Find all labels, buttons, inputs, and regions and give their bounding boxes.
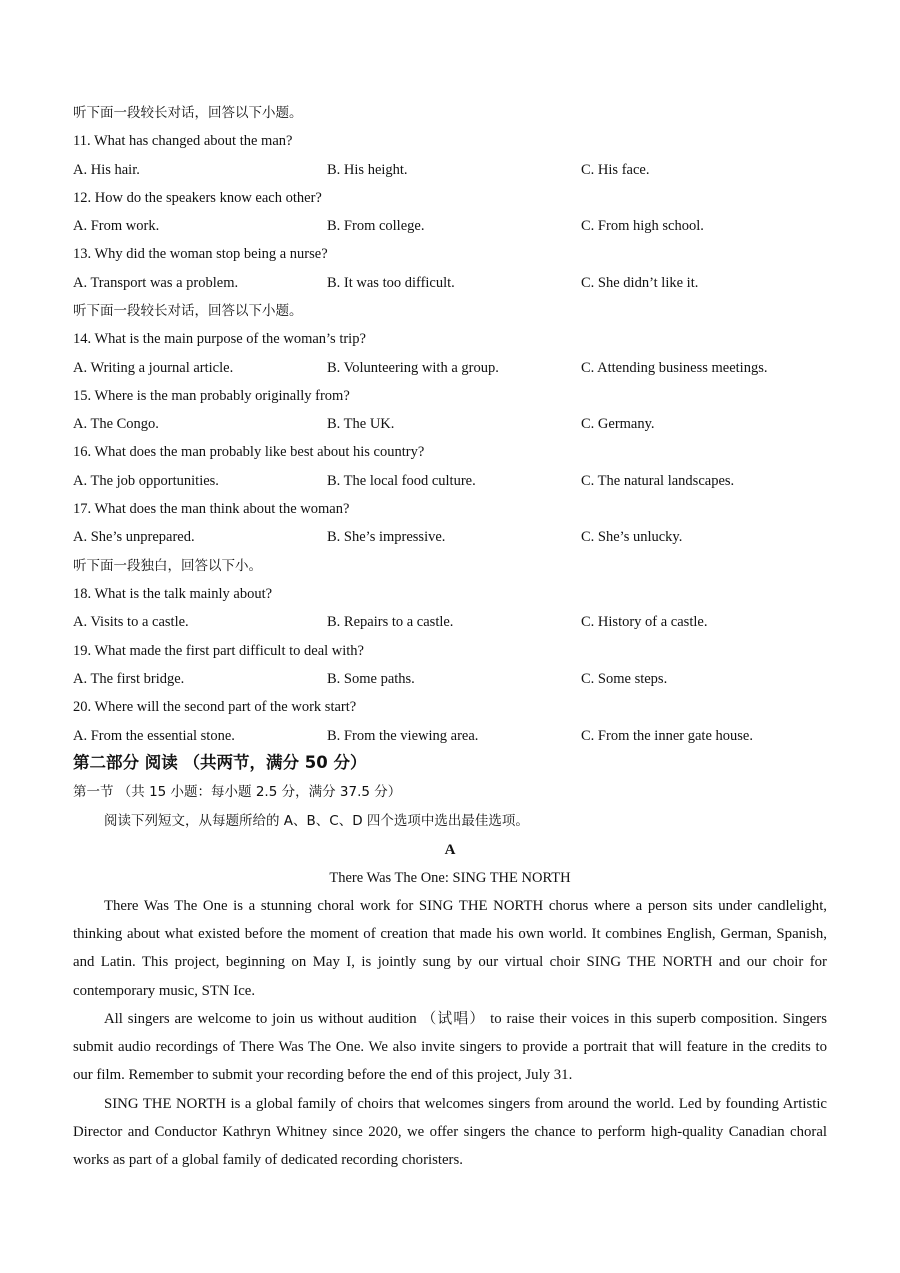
reading-part-title: 第二部分 阅读 （共两节，满分 50 分） <box>73 753 367 772</box>
listening-intro-2: 听下面一段较长对话，回答以下小题。 <box>73 303 303 319</box>
q15-option-b: B. The UK. <box>327 416 395 432</box>
q19-option-b: B. Some paths. <box>327 671 415 687</box>
passage-paragraph-2: All singers are welcome to join us without audition （试唱） to raise their voices in this superb composition. Singers submit audio recordings of There Was The One. We also invite singers to provide a portrait that will feature in the credits to our film. Remember to submit your recording before the end of this project, July 31. <box>73 1011 827 1084</box>
question-15: 15. Where is the man probably originally from? <box>73 388 350 404</box>
q18-option-b: B. Repairs to a castle. <box>327 614 454 630</box>
listening-intro-3: 听下面一段独白，回答以下小。 <box>73 558 262 574</box>
q17-option-b: B. She’s impressive. <box>327 529 446 545</box>
question-18: 18. What is the talk mainly about? <box>73 586 273 602</box>
q20-option-a: A. From the essential stone. <box>73 728 235 744</box>
question-17: 17. What does the man think about the woman? <box>73 501 350 517</box>
q18-option-a: A. Visits to a castle. <box>73 614 189 630</box>
passage-letter: A <box>444 842 456 858</box>
q15-option-c: C. Germany. <box>581 416 655 432</box>
question-14: 14. What is the main purpose of the woman’s trip? <box>73 331 366 347</box>
question-20: 20. Where will the second part of the work start? <box>73 699 357 715</box>
q12-option-b: B. From college. <box>327 218 425 234</box>
q13-option-b: B. It was too difficult. <box>327 275 455 291</box>
listening-intro-1: 听下面一段较长对话，回答以下小题。 <box>73 105 303 121</box>
q15-option-a: A. The Congo. <box>73 416 159 432</box>
q11-option-b: B. His height. <box>327 162 408 178</box>
q17-option-a: A. She’s unprepared. <box>73 529 195 545</box>
passage-title: There Was The One: SING THE NORTH <box>329 870 571 886</box>
q18-option-c: C. History of a castle. <box>581 614 708 630</box>
q13-option-a: A. Transport was a problem. <box>73 275 239 291</box>
q19-option-c: C. Some steps. <box>581 671 668 687</box>
q12-option-a: A. From work. <box>73 218 160 234</box>
q11-option-a: A. His hair. <box>73 162 140 178</box>
q19-option-a: A. The first bridge. <box>73 671 185 687</box>
q14-option-b: B. Volunteering with a group. <box>327 360 499 376</box>
passage-paragraph-3: SING THE NORTH is a global family of choirs that welcomes singers from around the world. Led by founding Artistic Director and Conductor Kathryn Whitney since 2020, we offer singers the chance to perform high-quality Canadian choral works as part of a global family of dedicated recording choristers. <box>73 1096 827 1169</box>
q11-option-c: C. His face. <box>581 162 650 178</box>
question-11: 11. What has changed about the man? <box>73 133 293 149</box>
reading-instruction: 阅读下列短文，从每题所给的 A、B、C、D 四个选项中选出最佳选项。 <box>104 813 529 829</box>
passage-paragraph-1: There Was The One is a stunning choral work for SING THE NORTH chorus where a person sits under candlelight, thinking about what existed before the moment of creation that made his own world. It combines English, German, Spanish, and Latin. This project, beginning on May I, is jointly sung by our virtual choir SING THE NORTH and our choir for contemporary music, STN Ice. <box>73 898 827 999</box>
q16-option-a: A. The job opportunities. <box>73 473 219 489</box>
q16-option-c: C. The natural landscapes. <box>581 473 735 489</box>
q12-option-c: C. From high school. <box>581 218 704 234</box>
question-13: 13. Why did the woman stop being a nurse? <box>73 246 328 262</box>
q14-option-c: C. Attending business meetings. <box>581 360 768 376</box>
question-12: 12. How do the speakers know each other? <box>73 190 322 206</box>
reading-section-title: 第一节 （共 15 小题：每小题 2.5 分，满分 37.5 分） <box>73 784 402 800</box>
q20-option-c: C. From the inner gate house. <box>581 728 753 744</box>
question-19: 19. What made the first part difficult to deal with? <box>73 643 364 659</box>
question-16: 16. What does the man probably like best about his country? <box>73 444 425 460</box>
q20-option-b: B. From the viewing area. <box>327 728 479 744</box>
q13-option-c: C. She didn’t like it. <box>581 275 699 291</box>
q17-option-c: C. She’s unlucky. <box>581 529 683 545</box>
q14-option-a: A. Writing a journal article. <box>73 360 234 376</box>
q16-option-b: B. The local food culture. <box>327 473 476 489</box>
